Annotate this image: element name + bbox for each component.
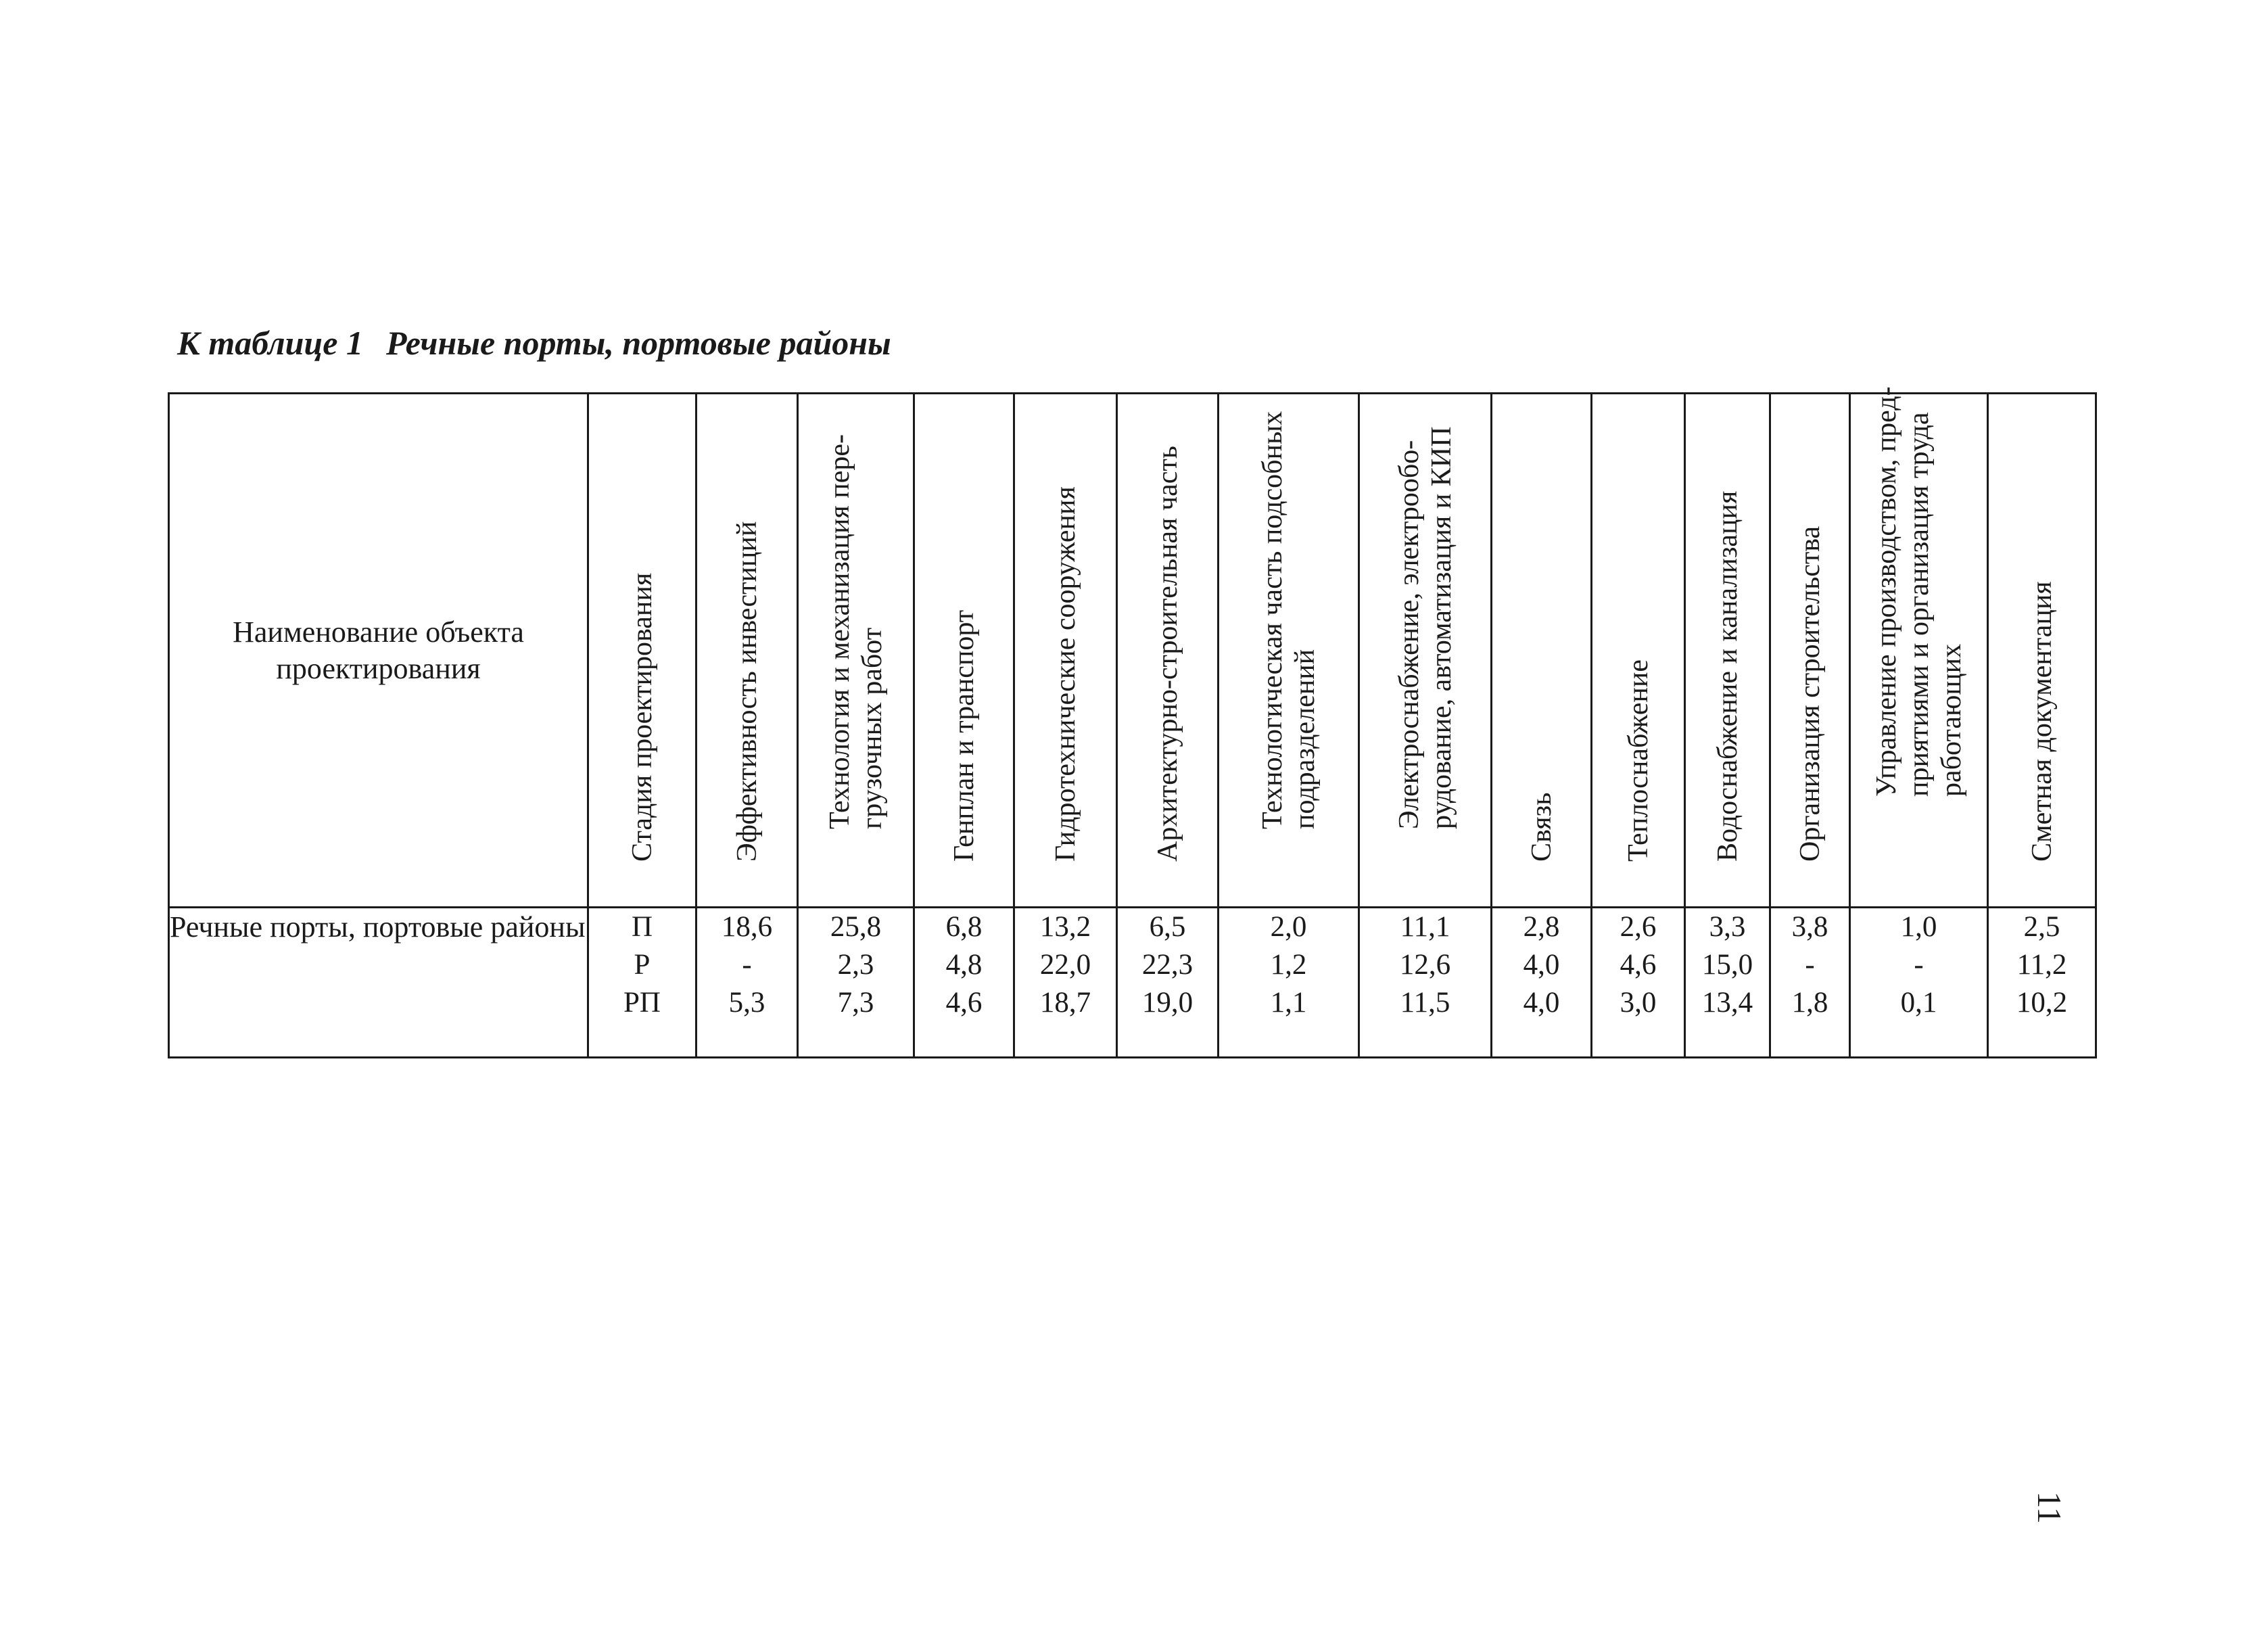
cell-value: 18,7: [1039, 987, 1091, 1019]
column-header: Сметная документация: [1988, 394, 2096, 908]
column-header: Электроснабжение, электрообо-рудование, автоматизация и КИП: [1359, 394, 1492, 908]
value-cell: [1850, 908, 1988, 1058]
value-cell: [696, 908, 798, 1058]
value-cell: [1014, 908, 1117, 1058]
cell-value: 22,0: [1039, 949, 1091, 981]
cell-value: 2,3: [837, 949, 874, 981]
cell-value: 2,8: [1523, 911, 1560, 943]
cell-value: 13,4: [1701, 987, 1753, 1019]
cell-value: 6,5: [1149, 911, 1186, 943]
value-cell: [1219, 908, 1359, 1058]
cell-value: 2,6: [1620, 911, 1657, 943]
table-header-row: [169, 394, 2096, 908]
cell-value: 2,5: [2023, 911, 2060, 943]
column-header: Связь: [1492, 394, 1592, 908]
cell-value: 10,2: [2016, 987, 2068, 1019]
cell-value: 7,3: [837, 987, 874, 1019]
cell-value: 11,2: [2016, 949, 2067, 981]
cell-value: 11,5: [1400, 987, 1450, 1019]
cell-value: 18,6: [721, 911, 773, 943]
stage-cell: [588, 908, 696, 1058]
cell-value: 4,8: [945, 949, 983, 981]
value-cell: [1359, 908, 1492, 1058]
cell-value: 5,3: [728, 987, 765, 1019]
column-header: Управление производством, пред-приятиями и организация труда работающих: [1850, 394, 1988, 908]
value-cell: [1592, 908, 1685, 1058]
cell-value: 6,8: [945, 911, 983, 943]
column-header: Организация строительства: [1770, 394, 1850, 908]
column-header: Эффективность инвестиций: [696, 394, 798, 908]
column-header: Теплоснабжение: [1592, 394, 1685, 908]
cell-value: 4,6: [1620, 949, 1657, 981]
value-cell: [1685, 908, 1770, 1058]
cell-value: 13,2: [1039, 911, 1091, 943]
cell-value: 22,3: [1141, 949, 1194, 981]
table-row: [169, 908, 2096, 1058]
value-cell: [914, 908, 1014, 1058]
cell-value: 11,1: [1400, 911, 1450, 943]
object-name-header: Наименование объекта проектирования: [169, 394, 588, 908]
cell-value: 15,0: [1701, 949, 1753, 981]
cell-value: 1,1: [1270, 987, 1307, 1019]
cell-value: 3,8: [1791, 911, 1828, 943]
stage-label: РП: [623, 987, 661, 1019]
caption-prefix: К таблице 1: [177, 324, 363, 362]
column-header: Гидротехнические сооружения: [1014, 394, 1117, 908]
cell-value: 1,2: [1270, 949, 1307, 981]
stage-label: П: [631, 911, 653, 943]
column-header: Технологическая часть подсобных подразделений: [1219, 394, 1359, 908]
column-header: Стадия проектирования: [588, 394, 696, 908]
cell-value: 4,0: [1523, 949, 1560, 981]
column-header: Генплан и транспорт: [914, 394, 1014, 908]
cell-value: 12,6: [1399, 949, 1451, 981]
cell-value: 0,1: [1900, 987, 1937, 1019]
cell-value: 4,0: [1523, 987, 1560, 1019]
cell-value: 19,0: [1141, 987, 1194, 1019]
cell-value: 3,0: [1620, 987, 1657, 1019]
cell-value: 4,6: [945, 987, 983, 1019]
cell-value: 2,0: [1270, 911, 1307, 943]
value-cell: [1988, 908, 2096, 1058]
cost-distribution-table: [168, 386, 2097, 1058]
cell-value: 25,8: [830, 911, 882, 943]
cell-value: -: [1914, 949, 1924, 981]
cell-value: -: [1805, 949, 1815, 981]
column-header: Водоснабжение и канализация: [1685, 394, 1770, 908]
value-cell: [1117, 908, 1219, 1058]
page-number: 11: [2031, 1491, 2069, 1524]
object-name-cell: Речные порты, портовые районы: [169, 908, 588, 1058]
cell-value: -: [742, 949, 752, 981]
column-header: Технология и механизация пере-грузочных работ: [798, 394, 914, 908]
cell-value: 1,0: [1900, 911, 1937, 943]
table-caption: [177, 323, 891, 363]
caption-title: Речные порты, портовые районы: [385, 324, 891, 362]
stage-label: Р: [634, 949, 651, 981]
cell-value: 1,8: [1791, 987, 1828, 1019]
cell-value: 3,3: [1709, 911, 1746, 943]
value-cell: [1770, 908, 1850, 1058]
value-cell: [798, 908, 914, 1058]
column-header: Архитектурно-строительная часть: [1117, 394, 1219, 908]
value-cell: [1492, 908, 1592, 1058]
